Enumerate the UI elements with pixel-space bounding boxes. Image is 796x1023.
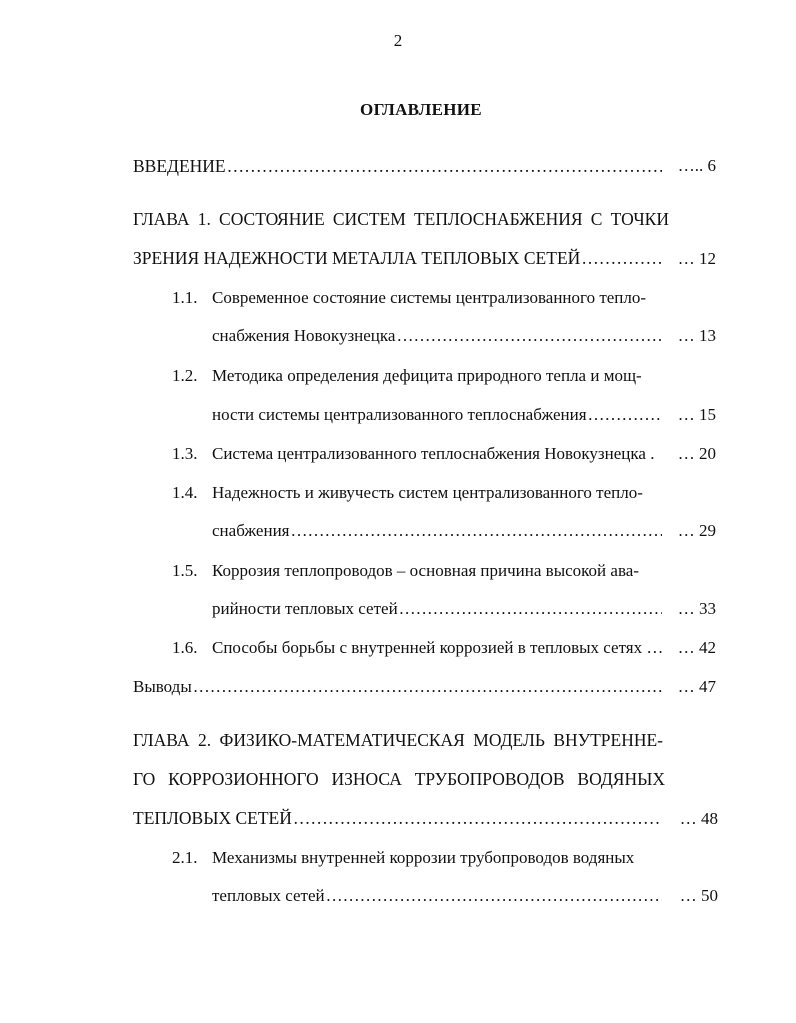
toc-entry-conclusions	[133, 677, 662, 697]
section-text: ности системы централизованного теплоснабжения	[212, 405, 587, 424]
dot-leader	[227, 156, 662, 177]
section-1-5-line-2	[212, 599, 662, 619]
dot-leader	[193, 677, 662, 697]
section-text: тепловых сетей	[212, 886, 325, 905]
section-2-1-line-2	[212, 886, 662, 906]
toc-page-number: … 20	[677, 444, 716, 463]
toc-entry-text: Выводы	[133, 677, 192, 696]
page-number: 2	[393, 31, 403, 50]
section-text: снабжения Новокузнецка	[212, 326, 396, 345]
toc-page-number: … 15	[677, 405, 716, 424]
toc-page-number: … 33	[677, 599, 716, 618]
dot-leader	[291, 521, 663, 541]
dot-leader	[396, 326, 662, 346]
toc-title: ОГЛАВЛЕНИЕ	[360, 100, 482, 119]
section-1-6-line-1: Способы борьбы с внутренней коррозией в тепловых сетях …	[212, 638, 664, 657]
section-number: 1.2.	[172, 366, 198, 385]
section-2-1-line-1: Механизмы внутренней коррозии трубопроводов водяных	[212, 848, 635, 867]
section-text: снабжения	[212, 521, 290, 540]
section-1-4-line-1: Надежность и живучесть систем централизованного тепло-	[212, 483, 643, 502]
section-number: 1.1.	[172, 288, 198, 307]
section-1-1-line-1: Современное состояние системы централизованного тепло-	[212, 288, 647, 307]
chapter-2-line-2: ГО КОРРОЗИОННОГО ИЗНОСА ТРУБОПРОВОДОВ ВОДЯНЫХ	[133, 769, 665, 789]
section-number: 1.4.	[172, 483, 198, 502]
section-number: 1.3.	[172, 444, 198, 463]
section-number: 2.1.	[172, 848, 198, 867]
section-1-5-line-1: Коррозия теплопроводов – основная причина высокой ава-	[212, 561, 639, 580]
section-1-4-line-2	[212, 521, 662, 541]
chapter-1-line-1: ГЛАВА 1. СОСТОЯНИЕ СИСТЕМ ТЕПЛОСНАБЖЕНИЯ С ТОЧКИ	[133, 209, 669, 229]
toc-page-number: … 13	[677, 326, 716, 345]
section-number: 1.5.	[172, 561, 198, 580]
dot-leader	[326, 886, 662, 906]
chapter-1-line-2	[133, 248, 662, 269]
chapter-2-line-1: ГЛАВА 2. ФИЗИКО-МАТЕМАТИЧЕСКАЯ МОДЕЛЬ ВНУТРЕННЕ-	[133, 730, 663, 750]
dot-leader	[581, 248, 662, 269]
dot-leader	[399, 599, 662, 619]
section-1-2-line-2	[212, 405, 662, 425]
chapter-2-text: ТЕПЛОВЫХ СЕТЕЙ	[133, 808, 292, 828]
dot-leader	[293, 808, 662, 829]
section-1-1-line-2	[212, 326, 662, 346]
dot-leader	[588, 405, 662, 425]
toc-page-number: … 47	[677, 677, 716, 696]
toc-page-number: … 12	[677, 249, 716, 268]
toc-entry-intro	[133, 156, 662, 177]
chapter-1-text: ЗРЕНИЯ НАДЕЖНОСТИ МЕТАЛЛА ТЕПЛОВЫХ СЕТЕЙ	[133, 248, 581, 268]
toc-page-number: … 48	[679, 809, 718, 828]
toc-page-number: … 50	[679, 886, 718, 905]
section-1-2-line-1: Методика определения дефицита природного тепла и мощ-	[212, 366, 642, 385]
section-number: 1.6.	[172, 638, 198, 657]
toc-page-number: ….. 6	[677, 156, 716, 175]
toc-entry-text: ВВЕДЕНИЕ	[133, 156, 226, 176]
chapter-2-line-3	[133, 808, 662, 829]
toc-page-number: … 42	[677, 638, 716, 657]
section-1-3-line-1: Система централизованного теплоснабжения Новокузнецка .	[212, 444, 655, 463]
section-text: рийности тепловых сетей	[212, 599, 398, 618]
toc-page-number: … 29	[677, 521, 716, 540]
